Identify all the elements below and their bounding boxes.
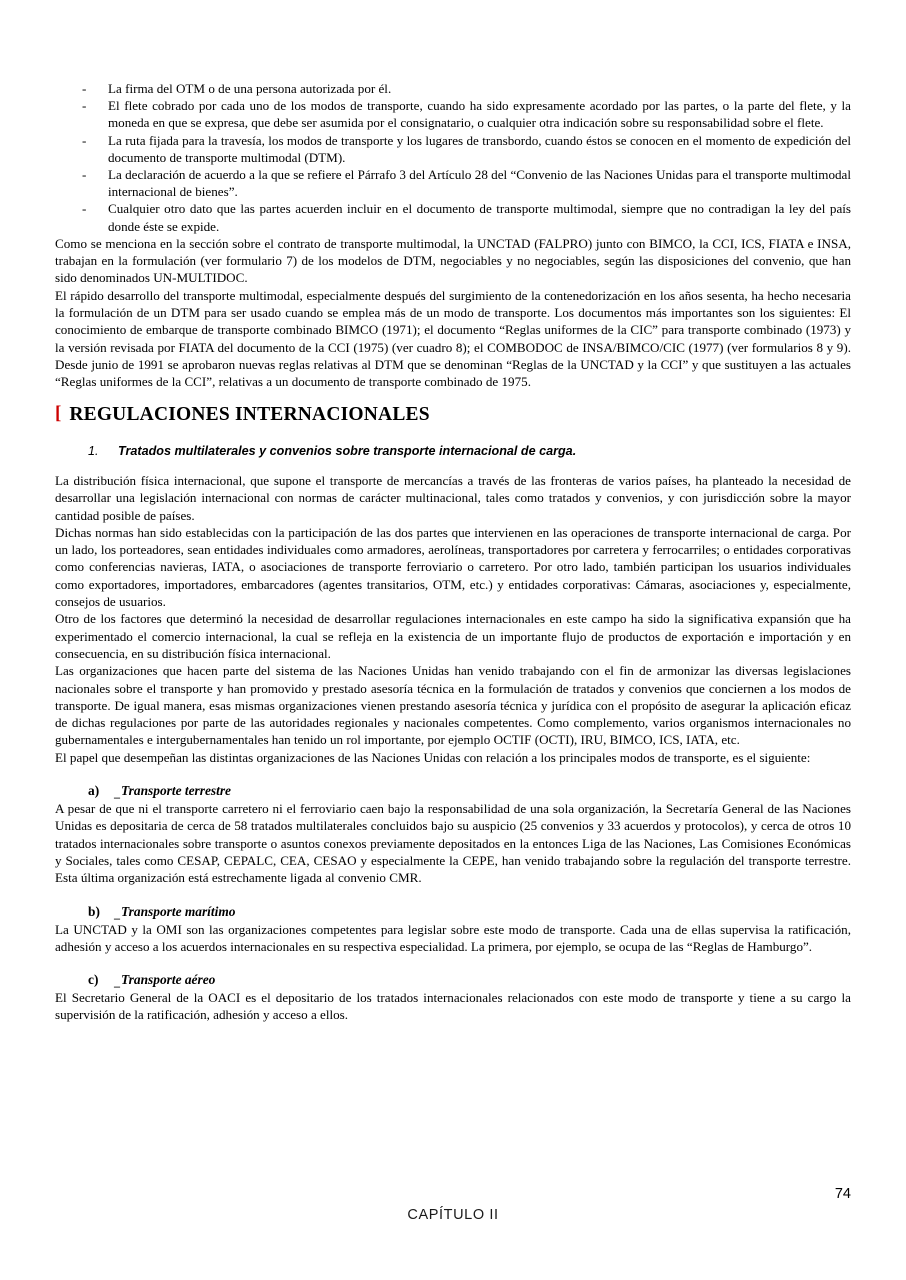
paragraph-body-2: Dichas normas han sido establecidas con la participación de las dos partes que intervienen en las operaciones de transporte internacional de carga. Por un lado, los porteadores, sean entidades individuales como armadores, aerolíneas, transportadores por carretera y ferrocarriles; o entidades corporativas como conferencias navieras, IATA, o asociaciones de transporte ferroviario o carretero. Por otro lado, también participan los usuarios individuales como exportadores, importadores, embarcadores (agentes transitarios, OTM, etc.) y entidades corporativas: Cámaras, asociaciones y, especialmente, consejos de usuarios. <box>55 524 851 610</box>
subsection-dash-marker: _ <box>114 975 120 990</box>
section-heading <box>55 402 851 425</box>
subsection-dash-marker: _ <box>114 786 120 801</box>
bullet-dash-marker: - <box>82 81 87 96</box>
spacer <box>55 459 851 472</box>
list-item-text: La ruta fijada para la travesía, los modos de transporte y los lugares de transbordo, cuando éstos se conocen en el momento de expedición del documento de transporte multimodal (DTM). <box>108 132 851 165</box>
list-item <box>55 200 851 234</box>
list-item <box>55 132 851 166</box>
list-item-text: Cualquier otro dato que las partes acuerden incluir en el documento de transporte multimodal, siempre que no contradigan la ley del país donde éste se expide. <box>108 201 851 234</box>
subsection-letter: c) <box>88 972 99 988</box>
list-item-text: El flete cobrado por cada uno de los modos de transporte, cuando ha sido expresamente acordado por las partes, o la parte del flete, y la moneda en que se expresa, que debe ser asumida por el consignatario, o cualquier otra indicación sobre su responsabilidad sobre el flete. <box>108 98 851 131</box>
subsection-heading-b <box>88 903 851 921</box>
list-item-text: La firma del OTM o de una persona autorizada por él. <box>108 81 392 96</box>
subsection-title: Transporte aéreo <box>121 972 216 988</box>
paragraph-body-4: Las organizaciones que hacen parte del sistema de las Naciones Unidas han venido trabajando con el fin de armonizar las diversas legislaciones nacionales sobre el transporte y han promovido y prestado asesoría técnica en la formulación de tratados y convenios que conciernen a los modos de transporte. De igual manera, esas mismas organizaciones vienen prestando asesoría técnica y jurídica con el propósito de asegurar la aplicación eficaz de dichas regulaciones por parte de las autoridades regionales y nacionales competentes. Como complemento, varios organismos internacionales no gubernamentales e intergubernamentales han tenido un rol importante, por ejemplo OCTIF (OCTI), IRU, BIMCO, ICS, IATA, etc. <box>55 663 851 748</box>
numbered-subtitle <box>88 443 851 459</box>
page-content <box>55 80 851 1024</box>
paragraph-body-5: El papel que desempeñan las distintas organizaciones de las Naciones Unidas con relación a los principales modos de transporte, es el siguiente: <box>55 749 811 765</box>
paragraph-body-1: La distribución física internacional, que supone el transporte de mercancías a través de las fronteras de varios países, ha planteado la necesidad de desarrollar una legislación internacional con normas de carácter multinacional, tales como tratados y convenios, y con jurisdicción sobre la mayor cantidad posible de países. <box>55 472 851 523</box>
subsection-title: Transporte marítimo <box>121 903 236 919</box>
bullet-dash-marker: - <box>82 98 87 114</box>
bracket-icon: [ <box>55 402 61 424</box>
list-item-text: La declaración de acuerdo a la que se refiere el Párrafo 3 del Artículo 28 del “Convenio de las Naciones Unidas para el transporte multimodal internacional de bienes”. <box>108 167 851 200</box>
subsection-body-a: A pesar de que ni el transporte carretero ni el ferroviario caen bajo la responsabilidad de una sola organización, la Secretaría General de las Naciones Unidas es depositaria de cerca de 58 tratados multilaterales concluidos bajo su auspicio (25 convenios y 33 acuerdos y protocolos), y cerca de otros 10 tratados internacionales sobre transporte o asuntos conexos previamente depositados en la entonces Liga de las Naciones, Las Comisiones Económicas y Sociales, tales como CESAP, CEPALC, CEA, CESAO y especialmente la CEPE, han venido trabajando sobre la regulación del transporte terrestre. Esta última organización está estrechamente ligada al convenio CMR. <box>55 801 851 886</box>
subsection-dash-marker: _ <box>114 906 120 921</box>
document-bullet-list <box>55 80 851 235</box>
subsection-title: Transporte terrestre <box>121 783 231 799</box>
bullet-dash-marker: - <box>82 167 87 183</box>
subsection-body-b: La UNCTAD y la OMI son las organizaciones competentes para legislar sobre este modo de transporte. Cada una de ellas supervisa la ratificación, adhesión y acceso a los acuerdos internacionales en su respectiva especialidad. La primera, por ejemplo, se ocupa de las “Reglas de Hamburgo”. <box>55 921 851 954</box>
section-heading-title: REGULACIONES INTERNACIONALES <box>69 403 430 425</box>
bullet-dash-marker: - <box>82 132 87 148</box>
paragraph-intro-1: Como se menciona en la sección sobre el contrato de transporte multimodal, la UNCTAD (FALPRO) junto con BIMCO, la CCI, ICS, FIATA e INSA, trabajan en la formulación (ver formulario 7) de los modelos de DTM, negociables y no negociables, según las disposiciones del convenio, que han sido denominados UN-MULTIDOC. <box>55 235 851 286</box>
numbered-subtitle-number: 1. <box>88 443 99 458</box>
list-item <box>55 97 851 131</box>
numbered-subtitle-text: Tratados multilaterales y convenios sobre transporte internacional de carga. <box>118 443 577 458</box>
list-item <box>55 80 851 97</box>
bullet-dash-marker: - <box>82 201 87 217</box>
subsection-letter: a) <box>88 783 100 799</box>
list-item <box>55 166 851 200</box>
subsection-letter: b) <box>88 903 100 919</box>
chapter-footer-label: CAPÍTULO II <box>407 1207 499 1223</box>
paragraph-body-3: Otro de los factores que determinó la necesidad de desarrollar regulaciones internacionales en este campo ha sido la significativa expansión que ha experimentado el comercio internacional, la cual se refleja en la existencia de un importante flujo de productos de exportación e importación y en consecuencia, en su distribución física internacional. <box>55 611 851 661</box>
subsection-body-c: El Secretario General de la OACI es el depositario de los tratados internacionales relacionados con este modo de transporte y tiene a su cargo la supervisión de la ratificación, adhesión y acceso a ellos. <box>55 990 851 1023</box>
subsection-heading-c <box>88 971 851 989</box>
subsection-heading-a <box>88 782 851 800</box>
page-number: 74 <box>834 1186 851 1202</box>
paragraph-intro-2: El rápido desarrollo del transporte multimodal, especialmente después del surgimiento de la contenedorización en los años sesenta, ha hecho necesaria la formulación de un DTM para ser usado cuando se emplea más de un modo de transporte. Los documentos más importantes son los siguientes: El conocimiento de embarque de transporte combinado BIMCO (1971); el documento “Reglas uniformes de la CIC” para transporte combinado (1973) y la versión revisada por FIATA del documento de la CCI (1975) (ver cuadro 8); el COMBODOC de INSA/BIMCO/CIC (1977) (ver formularios 8 y 9). Desde junio de 1991 se aprobaron nuevas reglas relativas al DTM que se denominan “Reglas de la UNCTAD y la CCI” y que sustituyen a las actuales “Reglas uniformes de la CCI”, relativas a un documento de transporte combinado de 1975. <box>55 287 851 390</box>
